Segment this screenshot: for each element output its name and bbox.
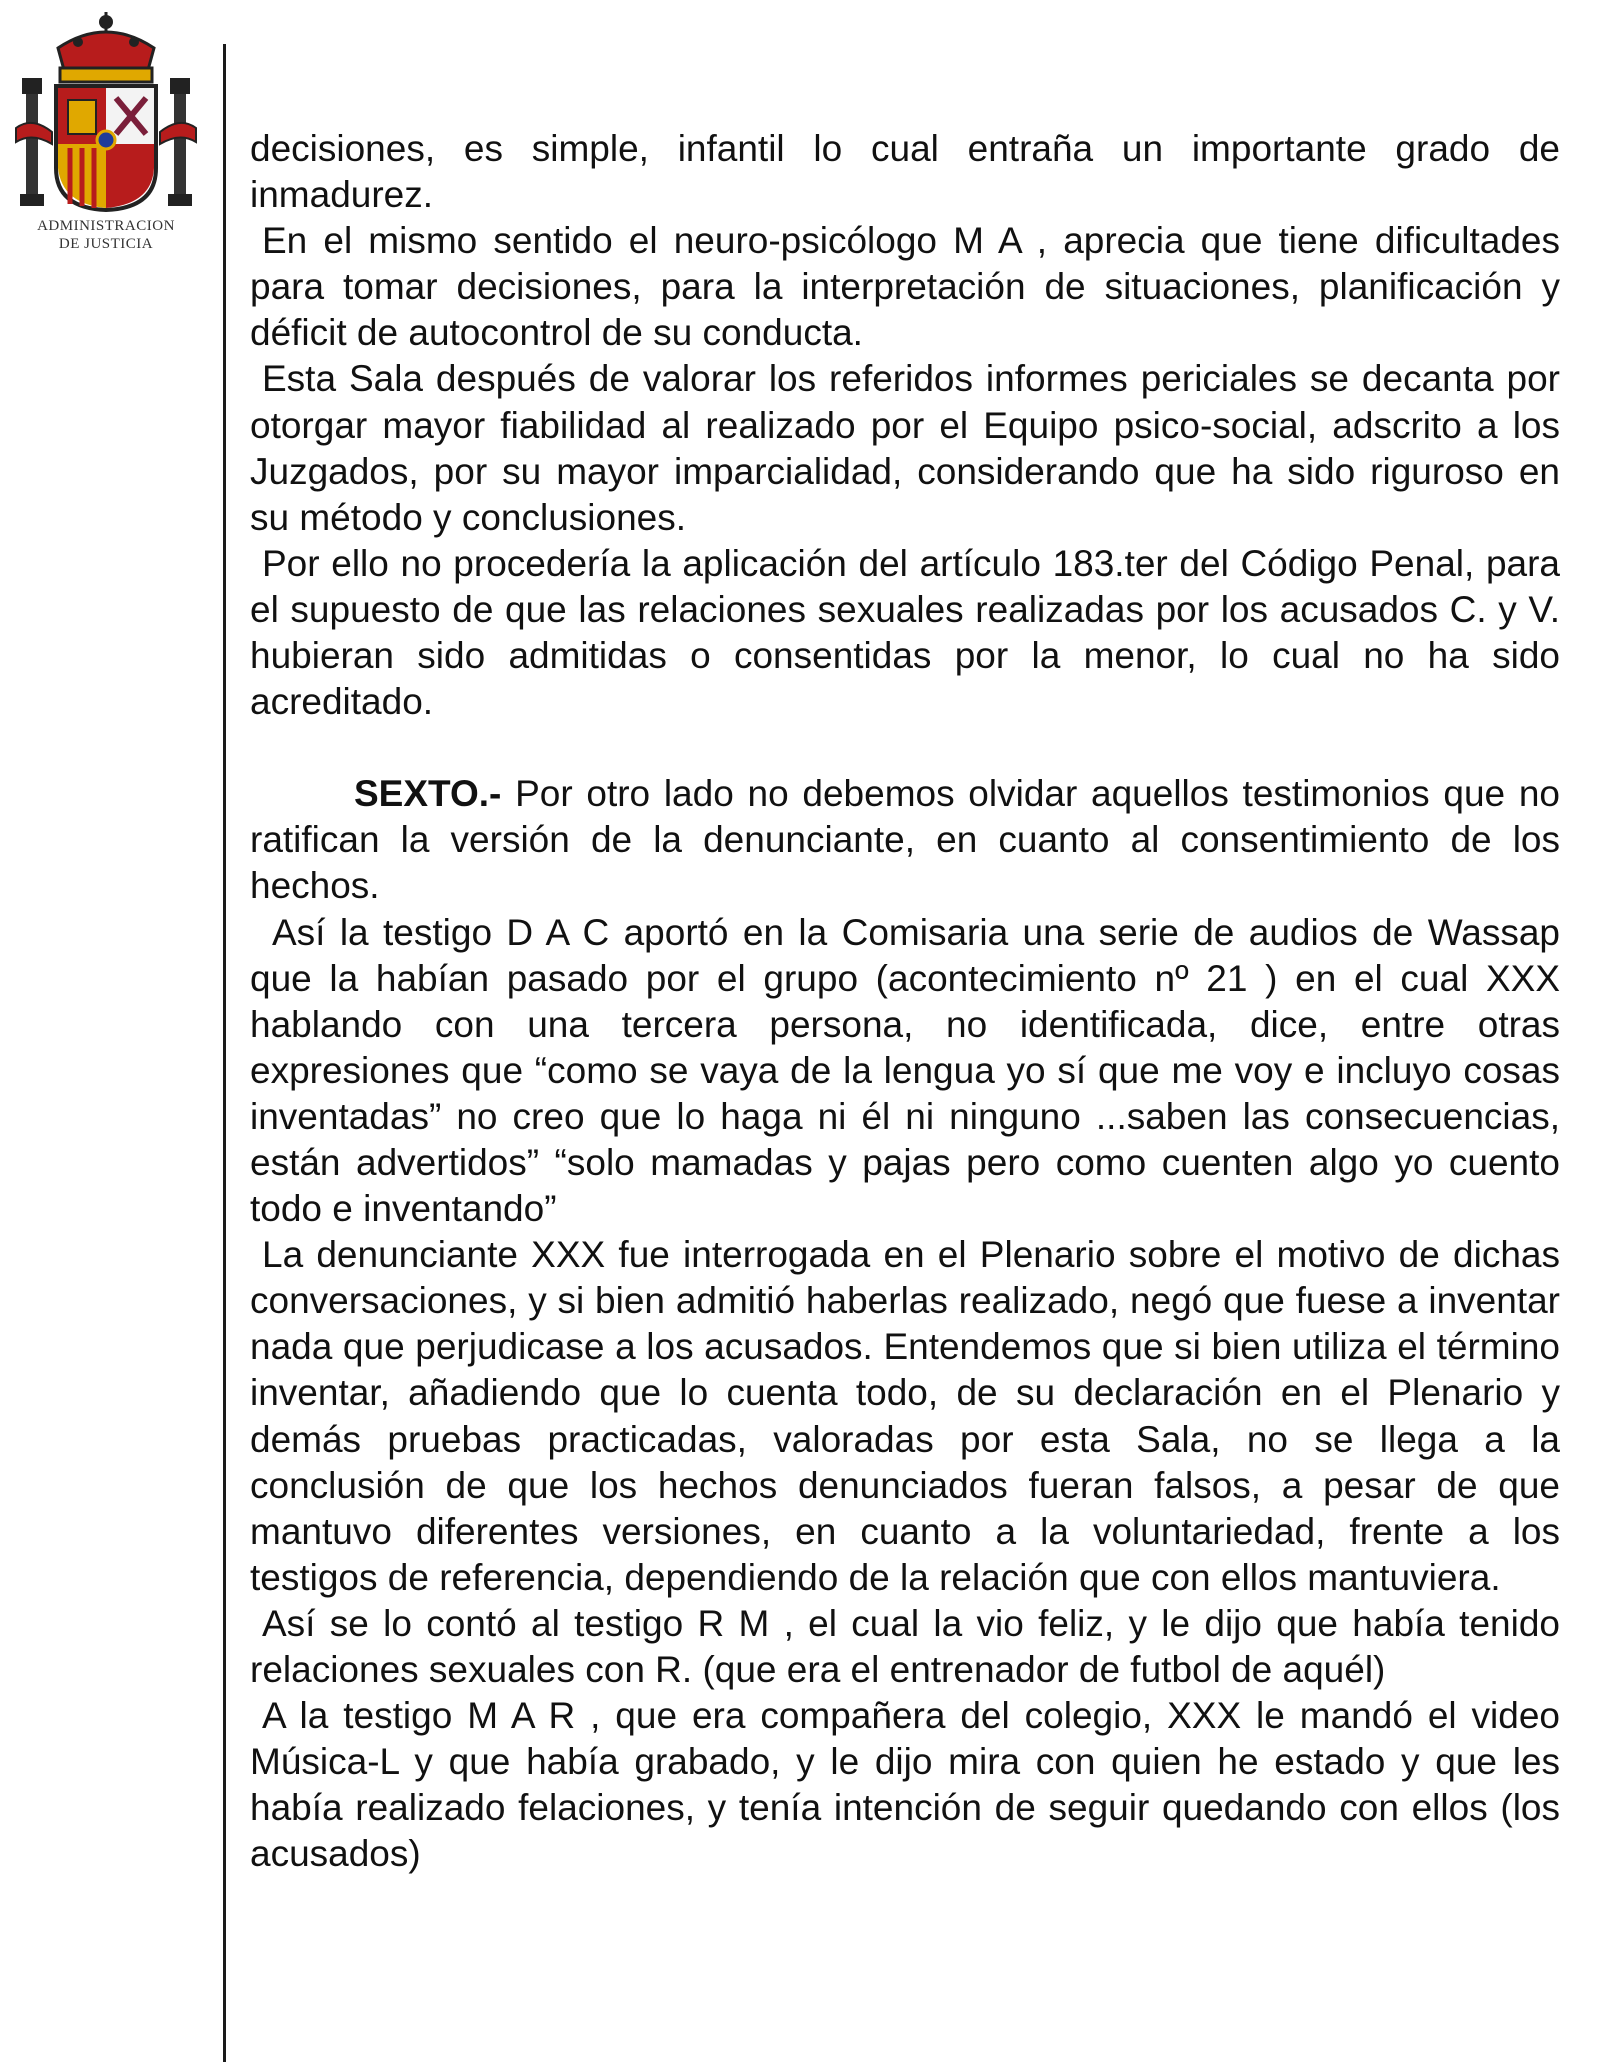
paragraph-6: Así la testigo D A C aportó en la Comisaria una serie de audios de Wassap que la habían pasado por el grupo (acontecimiento nº 21 ) en el cual XXX hablando con una tercera persona, no identificada, dice, entre otras expresiones que “como se vaya de la lengua yo sí que me voy e incluyo cosas inventadas” no creo que lo haga ni él ni ninguno ...saben las consecuencias, están advertidos” “solo mamadas y pajas pero como cuenten algo yo cuento todo e inventando” [250,911,1560,1230]
paragraph-2: En el mismo sentido el neuro-psicólogo M A , aprecia que tiene dificultades para tomar decisiones, para la interpretación de situaciones, planificación y déficit de autocontrol de su conducta. [250,220,1560,354]
paragraph-9: A la testigo M A R , que era compañera del colegio, XXX le mandó el video Música-L y que había grabado, y le dijo mira con quien he estado y que les había realizado felaciones, y tenía intención de seguir quedando con ellos (los acusados) [250,1695,1560,1875]
institution-name-line1: ADMINISTRACION [37,218,175,234]
institution-logo [8,8,204,268]
institution-name-line2: DE JUSTICIA [58,236,154,252]
paragraph-5: Por otro lado no debemos olvidar aquellos testimonios que no ratifican la versión de la denunciante, en cuanto al consentimiento de los hechos. [250,773,1561,907]
paragraph-1: decisiones, es simple, infantil lo cual entraña un importante grado de inmadurez. [250,128,1560,216]
paragraph-8: Así se lo contó al testigo R M , el cual la vio feliz, y le dijo que había tenido relaciones sexuales con R. (que era el entrenador de futbol de aquél) [250,1602,1560,1690]
section-sexto-paragraph [250,771,1560,909]
paragraph-3: Esta Sala después de valorar los referidos informes periciales se decanta por otorgar mayor fiabilidad al realizado por el Equipo psico-social, adscrito a los Juzgados, por su mayor imparcialidad, considerando que ha sido riguroso en su método y conclusiones. [250,358,1560,538]
paragraph-4: Por ello no procedería la aplicación del artículo 183.ter del Código Penal, para el supuesto de que las relaciones sexuales realizadas por los acusados C. y V. hubieran sido admitidas o consentidas por la menor, lo cual no ha sido acreditado. [250,542,1560,723]
margin-rule [223,44,226,2062]
section-heading: SEXTO.- [354,773,502,815]
document-body [250,126,1560,1877]
paragraph-7: La denunciante XXX fue interrogada en el Plenario sobre el motivo de dichas conversaciones, y si bien admitió haberlas realizado, negó que fuese a inventar nada que perjudicase a los acusados. Entendemos que si bien utiliza el término inventar, añadiendo que lo cuenta todo, de su declaración en el Plenario y demás pruebas practicadas, valoradas por esta Sala, no se llega a la conclusión de que los hechos denunciados fueran falsos, a pesar de que mantuvo diferentes versiones, en cuanto a la voluntariedad, frente a los testigos de referencia, dependiendo de la relación que con ellos mantuviera. [250,1234,1560,1598]
spanish-coat-of-arms-icon [8,8,204,213]
